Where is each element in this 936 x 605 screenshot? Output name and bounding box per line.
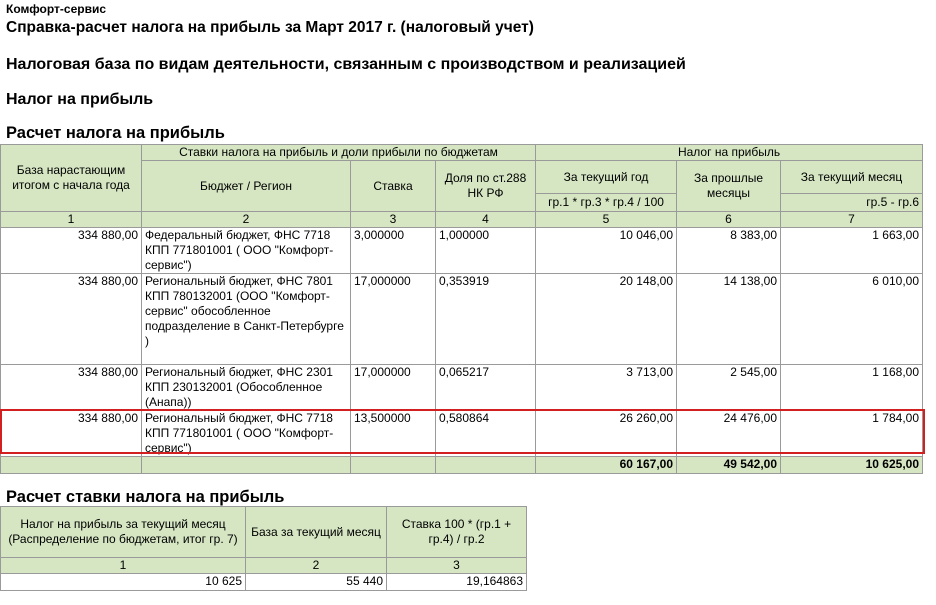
column-number: 5 [536, 212, 677, 228]
cell-previous-months: 24 476,00 [677, 411, 781, 457]
cell-rate: 19,164863 [387, 574, 527, 591]
section-income-tax-title: Налог на прибыль [6, 91, 154, 108]
cell-budget: Федеральный бюджет, ФНС 7718 КПП 771801001 ( ООО "Комфорт-сервис") [142, 228, 351, 274]
header-previous-months: За прошлые месяцы [677, 161, 781, 212]
total-empty [142, 457, 351, 474]
header-current-year: За текущий год [536, 161, 677, 194]
column-number: 2 [246, 558, 387, 574]
column-number: 3 [351, 212, 436, 228]
cell-previous-months: 8 383,00 [677, 228, 781, 274]
cell-current-year: 10 046,00 [536, 228, 677, 274]
formula-current-month: гр.5 - гр.6 [781, 194, 923, 212]
total-empty [436, 457, 536, 474]
cell-current-month: 1 168,00 [781, 365, 923, 411]
cell-base: 334 880,00 [1, 365, 142, 411]
report-title: Справка-расчет налога на прибыль за Март 2017 г. (налоговый учет) [6, 19, 534, 36]
formula-current-year: гр.1 * гр.3 * гр.4 / 100 [536, 194, 677, 212]
cell-current-year: 20 148,00 [536, 274, 677, 365]
section-tax-base-title: Налоговая база по видам деятельности, связанным с производством и реализацией [6, 56, 686, 73]
cell-current-year: 26 260,00 [536, 411, 677, 457]
cell-budget: Региональный бюджет, ФНС 2301 КПП 230132001 (Обособленное (Анапа)) [142, 365, 351, 411]
cell-rate: 3,000000 [351, 228, 436, 274]
total-previous-months: 49 542,00 [677, 457, 781, 474]
total-current-year: 60 167,00 [536, 457, 677, 474]
cell-rate: 17,000000 [351, 274, 436, 365]
cell-budget: Региональный бюджет, ФНС 7718 КПП 771801001 ( ООО "Комфорт-сервис") [142, 411, 351, 457]
column-number: 1 [1, 558, 246, 574]
column-number: 2 [142, 212, 351, 228]
header-rate-formula: Ставка 100 * (гр.1 + гр.4) / гр.2 [387, 507, 527, 558]
cell-base: 334 880,00 [1, 411, 142, 457]
total-empty [1, 457, 142, 474]
cell-rate: 13,500000 [351, 411, 436, 457]
table-row [1, 274, 923, 365]
header-current-month: За текущий месяц [781, 161, 923, 194]
cell-base: 334 880,00 [1, 274, 142, 365]
table-row [1, 365, 923, 411]
table-row [1, 574, 527, 591]
section-rate-calculation-title: Расчет ставки налога на прибыль [6, 488, 285, 506]
cell-current-month: 6 010,00 [781, 274, 923, 365]
cell-current-month: 1 784,00 [781, 411, 923, 457]
header-month-tax: Налог на прибыль за текущий месяц (Распределение по бюджетам, итог гр. 7) [1, 507, 246, 558]
cell-share: 0,353919 [436, 274, 536, 365]
header-budget: Бюджет / Регион [142, 161, 351, 212]
section-tax-calculation-title: Расчет налога на прибыль [6, 124, 225, 142]
column-number: 6 [677, 212, 781, 228]
table-row [1, 228, 923, 274]
cell-budget: Региональный бюджет, ФНС 7801 КПП 780132001 (ООО "Комфорт-сервис" обособленное подразделение в Санкт-Петербурге ) [142, 274, 351, 365]
cell-share: 1,000000 [436, 228, 536, 274]
cell-share: 0,580864 [436, 411, 536, 457]
rate-calculation-table [0, 506, 527, 591]
cell-rate: 17,000000 [351, 365, 436, 411]
header-share: Доля по ст.288 НК РФ [436, 161, 536, 212]
totals-row [1, 457, 923, 474]
header-rates-group: Ставки налога на прибыль и доли прибыли по бюджетам [142, 145, 536, 161]
header-base: База нарастающим итогом с начала года [1, 145, 142, 212]
header-rate: Ставка [351, 161, 436, 212]
column-number: 1 [1, 212, 142, 228]
cell-previous-months: 14 138,00 [677, 274, 781, 365]
header-month-base: База за текущий месяц [246, 507, 387, 558]
cell-base: 334 880,00 [1, 228, 142, 274]
column-number: 4 [436, 212, 536, 228]
cell-current-year: 3 713,00 [536, 365, 677, 411]
cell-current-month: 1 663,00 [781, 228, 923, 274]
organization-name: Комфорт-сервис [6, 2, 107, 16]
header-tax-group: Налог на прибыль [536, 145, 923, 161]
cell-share: 0,065217 [436, 365, 536, 411]
cell-previous-months: 2 545,00 [677, 365, 781, 411]
cell-month-tax: 10 625 [1, 574, 246, 591]
total-current-month: 10 625,00 [781, 457, 923, 474]
row-highlight-frame [0, 409, 925, 454]
column-number: 7 [781, 212, 923, 228]
cell-month-base: 55 440 [246, 574, 387, 591]
column-number: 3 [387, 558, 527, 574]
total-empty [351, 457, 436, 474]
